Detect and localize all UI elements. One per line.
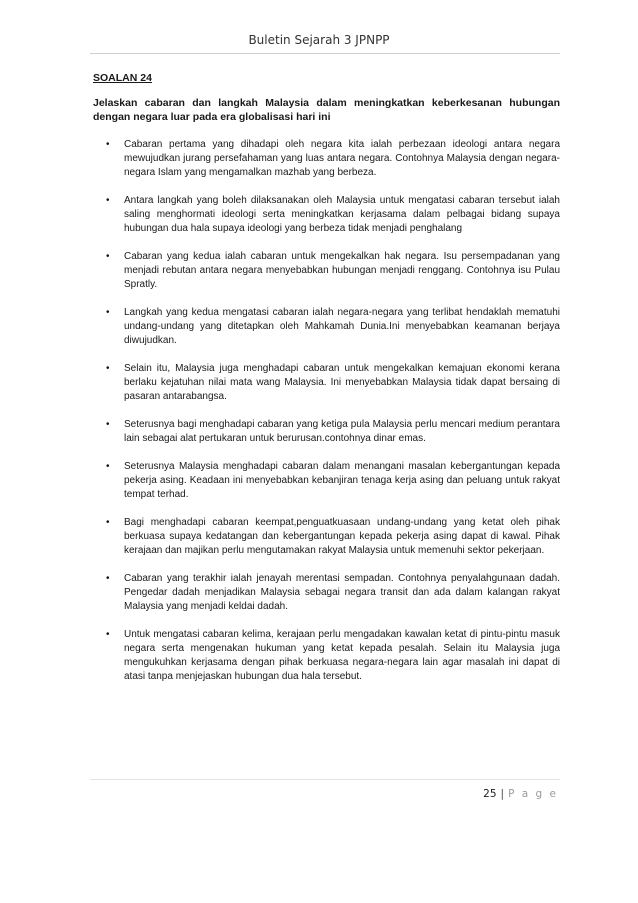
answer-text: Untuk mengatasi cabaran kelima, kerajaan perlu mengadakan kawalan ketat di pintu-pintu masuk negara serta mengenakan hukuman yang ketat kepada pesalah. Selain itu Malaysia juga mengukuhkan kerjasama dengan pihak berkuasa negara-negara lain agar masalah ini dapat di atasi tanpa menjejaskan hubungan dua hala tersebut. bbox=[124, 629, 560, 682]
footer-separator: | bbox=[500, 788, 505, 800]
bullet-icon: • bbox=[106, 419, 110, 430]
list-item bbox=[106, 306, 560, 348]
header-divider bbox=[90, 53, 560, 54]
list-item bbox=[106, 628, 560, 684]
bullet-icon: • bbox=[106, 195, 110, 206]
list-item bbox=[106, 138, 560, 180]
bullet-icon: • bbox=[106, 461, 110, 472]
bullet-icon: • bbox=[106, 629, 110, 640]
bullet-icon: • bbox=[106, 251, 110, 262]
bullet-icon: • bbox=[106, 573, 110, 584]
answer-text: Cabaran yang kedua ialah cabaran untuk mengekalkan hak negara. Isu persempadanan yang menjadi rebutan antara negara menyebabkan hubungan menjadi renggang. Contohnya isu Pulau Spratly. bbox=[124, 251, 560, 290]
answer-text: Selain itu, Malaysia juga menghadapi cabaran untuk mengekalkan kemajuan ekonomi kerana berlaku kejatuhan nilai mata wang Malaysia. Ini menyebabkan Malaysia tidak dapat bersaing di pasaran antarabangsa. bbox=[124, 363, 560, 402]
page-label: P a g e bbox=[508, 788, 558, 800]
list-item bbox=[106, 194, 560, 236]
answer-text: Seterusnya Malaysia menghadapi cabaran dalam menangani masalan kebergantungan kepada pekerja asing. Keadaan ini menyebabkan kebanjiran tenaga kerja asing dan peluang untuk rakyat tempat terhad. bbox=[124, 461, 560, 500]
answer-text: Seterusnya bagi menghadapi cabaran yang ketiga pula Malaysia perlu mencari medium perantara lain sebagai alat pertukaran untuk berurusan.contohnya dinar emas. bbox=[124, 419, 560, 444]
bullet-icon: • bbox=[106, 307, 110, 318]
page-content bbox=[93, 72, 560, 698]
list-item bbox=[106, 572, 560, 614]
answer-text: Antara langkah yang boleh dilaksanakan oleh Malaysia untuk mengatasi cabaran tersebut ialah saling menghormati ideologi serta meningkatkan kerjasama dalam pelbagai bidang supaya hubungan dua hala supaya ideologi yang berbeza tidak menjadi penghalang bbox=[124, 195, 560, 234]
answer-text: Bagi menghadapi cabaran keempat,penguatkuasaan undang-undang yang ketat oleh pihak berkuasa supaya kedatangan dan kebergantungan kepada pekerja asing dapat di kawal. Pihak kerajaan dan majikan perlu mengutamakan rakyat Malaysia untuk memenuhi sektor pekerjaan. bbox=[124, 517, 560, 556]
answer-text: Langkah yang kedua mengatasi cabaran ialah negara-negara yang terlibat hendaklah mematuhi undang-undang yang ditetapkan oleh Mahkamah Dunia.Ini menyebabkan keamanan berjaya diwujudkan. bbox=[124, 307, 560, 346]
page-footer bbox=[483, 788, 558, 800]
list-item bbox=[106, 250, 560, 292]
question-title: SOALAN 24 bbox=[93, 72, 152, 84]
question-text: Jelaskan cabaran dan langkah Malaysia dalam meningkatkan keberkesanan hubungan dengan negara luar pada era globalisasi hari ini bbox=[93, 97, 560, 123]
answer-text: Cabaran yang terakhir ialah jenayah merentasi sempadan. Contohnya penyalahgunaan dadah. Pengedar dadah menjadikan Malaysia sebagai negara transit dan ada dalam kalangan rakyat Malaysia yang menjadi keldai dadah. bbox=[124, 573, 560, 612]
bullet-icon: • bbox=[106, 139, 110, 150]
running-header: Buletin Sejarah 3 JPNPP bbox=[248, 33, 390, 47]
list-item bbox=[106, 418, 560, 446]
bullet-icon: • bbox=[106, 517, 110, 528]
footer-divider bbox=[90, 779, 560, 780]
list-item bbox=[106, 362, 560, 404]
answer-text: Cabaran pertama yang dihadapi oleh negara kita ialah perbezaan ideologi antara negara mewujudkan jurang persefahaman yang luas antara negara. Contohnya Malaysia dengan negara-negara Islam yang mengamalkan mazhab yang berbeza. bbox=[124, 139, 560, 178]
page-number: 25 bbox=[483, 788, 497, 800]
list-item bbox=[106, 460, 560, 502]
bullet-icon: • bbox=[106, 363, 110, 374]
answer-list bbox=[93, 138, 560, 684]
list-item bbox=[106, 516, 560, 558]
